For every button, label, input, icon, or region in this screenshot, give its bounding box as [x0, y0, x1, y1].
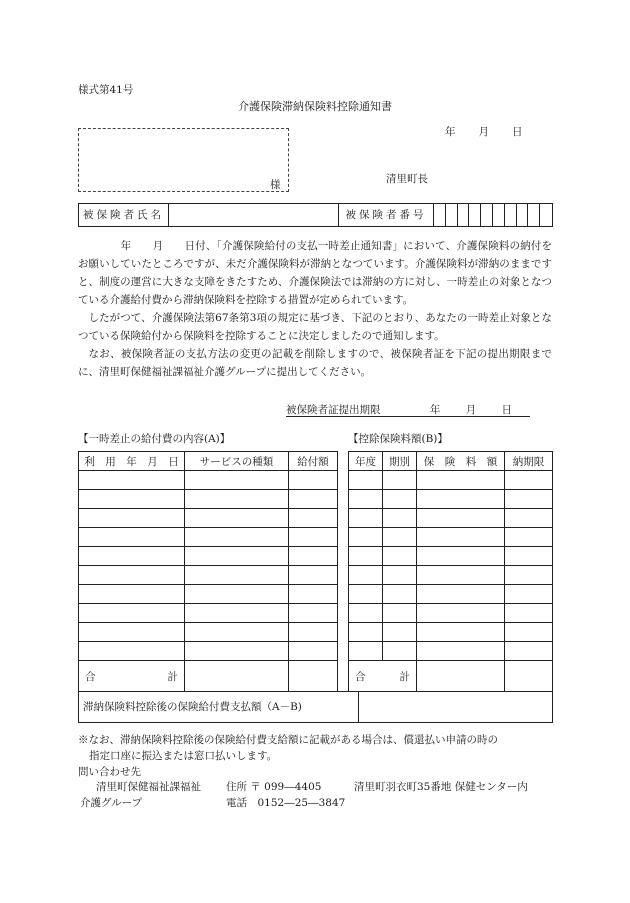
- table-cell: [417, 623, 505, 642]
- table-cell: [349, 547, 383, 566]
- contact-heading: 問い合わせ先: [78, 766, 141, 778]
- table-cell: [505, 642, 553, 661]
- table-cell: [349, 490, 383, 509]
- table-cell: [79, 604, 185, 623]
- total-label-cell: [79, 661, 185, 692]
- table-cell: [79, 509, 185, 528]
- table-row: [349, 528, 553, 547]
- table-cell: [289, 642, 338, 661]
- table-cell: [349, 642, 383, 661]
- table-cell: [417, 528, 505, 547]
- table-cell: [185, 471, 289, 490]
- contact-phone: 電話 0152―25―3847: [226, 797, 346, 809]
- table-row: [349, 547, 553, 566]
- insured-number-digit-cell: [528, 204, 540, 226]
- table-cell: [79, 642, 185, 661]
- table-row: [79, 509, 338, 528]
- table-cell: [185, 566, 289, 585]
- body-paragraph-1: 年 月 日付、「介護保険給付の支払一時差止通知書」において、介護保険料の納付をお願いしていたところですが、未だ介護保険料が滞納となつています。介護保険料が滞納のままですと、制度の運営に大きな支障をきたすため、介護保険法では滞納の方に対し、一時差止の対象となつている介護給付費から滞納保険料を控除する措置が定められています。: [78, 240, 552, 306]
- table-row: [349, 585, 553, 604]
- total-label: 計: [167, 670, 178, 683]
- table-cell: [417, 509, 505, 528]
- insured-number-digit-cell: [505, 204, 517, 226]
- table-row: [79, 528, 338, 547]
- insured-number-digit-cell: [469, 204, 481, 226]
- section-a-title: 【一時差止の給付費の内容(A)】: [78, 433, 231, 445]
- contact-location: 清里町羽衣町35番地 保健センター内: [354, 781, 528, 793]
- table-row: [349, 490, 553, 509]
- table-row: [79, 642, 338, 661]
- column-header: 納期限: [505, 452, 553, 471]
- total-value-cell: [505, 661, 553, 692]
- table-header-row: [349, 452, 553, 471]
- table-row: [349, 642, 553, 661]
- table-cell: [289, 471, 338, 490]
- net-payment-value: [359, 692, 552, 722]
- total-label: 計: [399, 670, 410, 683]
- date-year: 年: [445, 126, 457, 138]
- table-cell: [505, 623, 553, 642]
- date-day: 日: [512, 126, 524, 138]
- contact-address: 住所 〒 099―4405: [226, 781, 322, 793]
- table-row: [349, 509, 553, 528]
- table-cell: [289, 490, 338, 509]
- table-cell: [383, 547, 417, 566]
- net-payment-label: 滞納保険料控除後の保険給付費支払額（A－B): [79, 692, 359, 722]
- table-row: [349, 623, 553, 642]
- insured-number-digit-cell: [481, 204, 493, 226]
- column-header: 保 険 料 額: [417, 452, 505, 471]
- insured-number-label: 被保険者番号: [339, 204, 434, 226]
- table-cell: [349, 585, 383, 604]
- table-cell: [417, 585, 505, 604]
- table-cell: [505, 566, 553, 585]
- table-row: [79, 566, 338, 585]
- table-cell: [505, 471, 553, 490]
- total-label-cell: [349, 661, 417, 692]
- table-cell: [417, 566, 505, 585]
- table-cell: [505, 585, 553, 604]
- deadline-label: 被保険者証提出期限: [286, 404, 381, 416]
- deadline-year: 年: [429, 404, 441, 416]
- table-cell: [185, 642, 289, 661]
- table-total-row: [79, 661, 338, 692]
- table-row: [79, 604, 338, 623]
- table-cell: [383, 528, 417, 547]
- table-cell: [349, 509, 383, 528]
- notice-body: [78, 237, 552, 381]
- insured-number-digit-cell: [493, 204, 505, 226]
- table-cell: [383, 604, 417, 623]
- table-cell: [383, 490, 417, 509]
- table-cell: [383, 471, 417, 490]
- date-month: 月: [478, 126, 490, 138]
- table-cell: [79, 490, 185, 509]
- table-cell: [383, 566, 417, 585]
- table-cell: [79, 566, 185, 585]
- table-cell: [185, 547, 289, 566]
- deadline-month: 月: [465, 404, 477, 416]
- table-cell: [383, 642, 417, 661]
- table-header-row: [79, 452, 338, 471]
- insured-info-row: [78, 203, 553, 227]
- table-cell: [505, 509, 553, 528]
- insured-name-label: 被保険者氏名: [79, 204, 169, 226]
- table-cell: [79, 547, 185, 566]
- total-label: 合: [355, 670, 366, 683]
- contact-department-line-2: 介護グループ: [80, 797, 143, 809]
- deadline-day: 日: [501, 404, 513, 416]
- total-label: 合: [85, 670, 96, 683]
- column-header: 年度: [349, 452, 383, 471]
- note-line-2: 指定口座に振込または窓口払いします。: [89, 750, 278, 762]
- table-cell: [185, 604, 289, 623]
- form-number: 様式第41号: [78, 84, 134, 96]
- net-payment-box: [78, 691, 553, 723]
- table-cell: [417, 490, 505, 509]
- table-cell: [505, 547, 553, 566]
- table-cell: [79, 471, 185, 490]
- body-paragraph-3: なお、被保険者証の支払方法の変更の記載を削除しますので、被保険者証を下記の提出期限までに、清里町保健福祉課福祉介護グループに提出してください。: [78, 348, 552, 378]
- table-cell: [289, 547, 338, 566]
- insured-number-digit-cell: [458, 204, 470, 226]
- section-b-title: 【控除保険料額(B)】: [348, 433, 448, 445]
- table-cell: [185, 509, 289, 528]
- table-cell: [289, 604, 338, 623]
- table-row: [79, 547, 338, 566]
- table-cell: [383, 585, 417, 604]
- contact-department-line-1: 清里町保健福祉課福祉: [96, 781, 201, 793]
- table-cell: [505, 604, 553, 623]
- table-cell: [289, 585, 338, 604]
- table-row: [349, 566, 553, 585]
- note-line-1: ※なお、滞納保険料控除後の保険給付費支給額に記載がある場合は、償還払い申請の時の: [78, 734, 498, 746]
- insured-number-digit-cell: [434, 204, 446, 226]
- table-row: [79, 490, 338, 509]
- table-row: [79, 585, 338, 604]
- table-cell: [417, 471, 505, 490]
- insured-number-cells: [434, 204, 551, 226]
- insured-number-digit-cell: [446, 204, 458, 226]
- body-paragraph-2: したがつて、介護保険法第67条第3項の規定に基づき、下記のとおり、あなたの一時差止対象となつている保険給付から保険料を控除することに決定しましたので通知します。: [78, 312, 552, 342]
- table-cell: [289, 528, 338, 547]
- deduction-table: [348, 451, 553, 692]
- table-cell: [417, 604, 505, 623]
- table-cell: [185, 528, 289, 547]
- deadline-row: [286, 402, 512, 417]
- table-cell: [79, 623, 185, 642]
- table-cell: [349, 471, 383, 490]
- table-cell: [185, 585, 289, 604]
- document-title: 介護保険滞納保険料控除通知書: [238, 100, 392, 113]
- table-cell: [505, 490, 553, 509]
- table-cell: [79, 528, 185, 547]
- insured-number-digit-cell: [540, 204, 551, 226]
- deadline-underline: [286, 416, 530, 417]
- column-header: 利 用 年 月 日: [79, 452, 185, 471]
- total-value-cell: [417, 661, 505, 692]
- table-cell: [349, 528, 383, 547]
- table-cell: [417, 642, 505, 661]
- addressee-box: [78, 128, 289, 192]
- table-cell: [349, 604, 383, 623]
- addressee-honorific: 様: [270, 179, 281, 191]
- table-cell: [417, 547, 505, 566]
- table-total-row: [349, 661, 553, 692]
- table-cell: [185, 490, 289, 509]
- table-cell: [383, 509, 417, 528]
- table-cell: [289, 566, 338, 585]
- issue-date: [445, 124, 546, 139]
- column-header: サービスの種類: [185, 452, 289, 471]
- table-cell: [349, 623, 383, 642]
- benefit-table: [78, 451, 338, 692]
- insured-name-field: [169, 204, 339, 226]
- insured-number-digit-cell: [517, 204, 529, 226]
- table-cell: [289, 623, 338, 642]
- column-header: 期別: [383, 452, 417, 471]
- table-row: [79, 623, 338, 642]
- table-cell: [289, 509, 338, 528]
- total-value-cell: [185, 661, 289, 692]
- column-header: 給付額: [289, 452, 338, 471]
- total-value-cell: [289, 661, 338, 692]
- table-cell: [505, 528, 553, 547]
- table-row: [79, 471, 338, 490]
- table-cell: [383, 623, 417, 642]
- table-cell: [185, 623, 289, 642]
- table-cell: [79, 585, 185, 604]
- issuer-name: 清里町長: [386, 173, 428, 185]
- table-cell: [349, 566, 383, 585]
- table-row: [349, 471, 553, 490]
- table-row: [349, 604, 553, 623]
